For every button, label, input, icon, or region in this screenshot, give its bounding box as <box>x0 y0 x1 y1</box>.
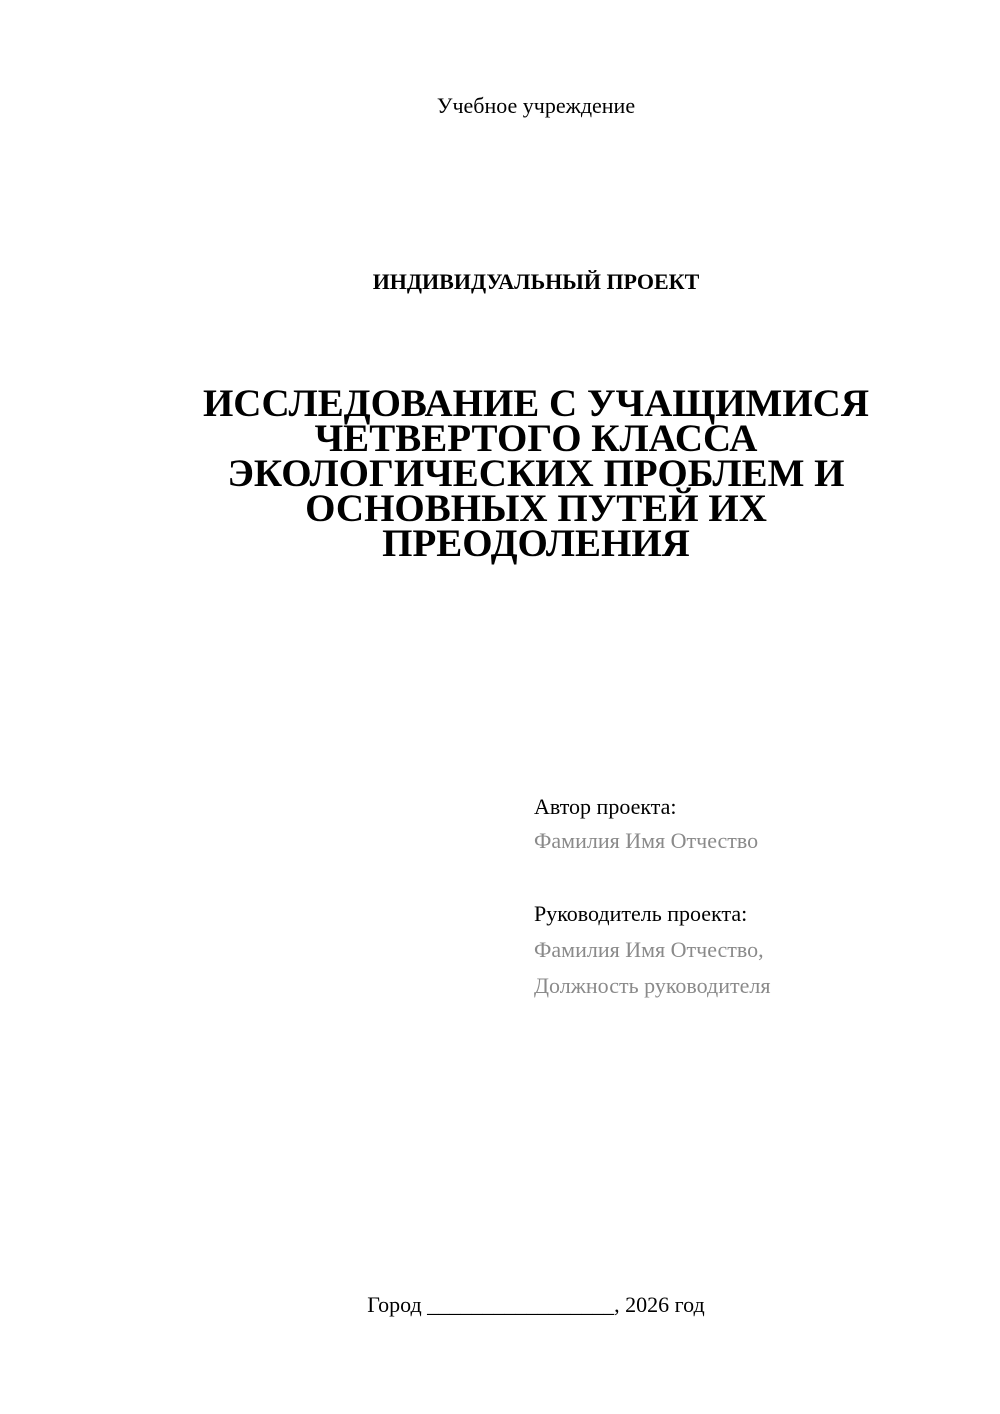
institution-name: Учебное учреждение <box>436 93 636 118</box>
supervisor-name: Фамилия Имя Отчество, <box>534 937 764 962</box>
title-line: ЭКОЛОГИЧЕСКИХ ПРОБЛЕМ И <box>227 452 845 495</box>
author-label: Автор проекта: <box>534 794 677 819</box>
supervisor-position: Должность руководителя <box>534 973 771 998</box>
title-line: ЧЕТВЕРТОГО КЛАССА <box>314 417 758 460</box>
supervisor-block <box>534 896 954 1004</box>
author-block <box>534 790 954 858</box>
project-type-heading: ИНДИВИДУАЛЬНЫЙ ПРОЕКТ <box>372 269 700 294</box>
title-line: ПРЕОДОЛЕНИЯ <box>382 522 690 565</box>
project-title <box>180 382 892 565</box>
city-year-line: Город _________________, 2026 год <box>367 1292 705 1317</box>
title-line: ОСНОВНЫХ ПУТЕЙ ИХ <box>305 487 767 530</box>
title-line: ИССЛЕДОВАНИЕ С УЧАЩИМИСЯ <box>202 382 870 425</box>
author-name: Фамилия Имя Отчество <box>534 828 759 853</box>
supervisor-label: Руководитель проекта: <box>534 901 748 926</box>
